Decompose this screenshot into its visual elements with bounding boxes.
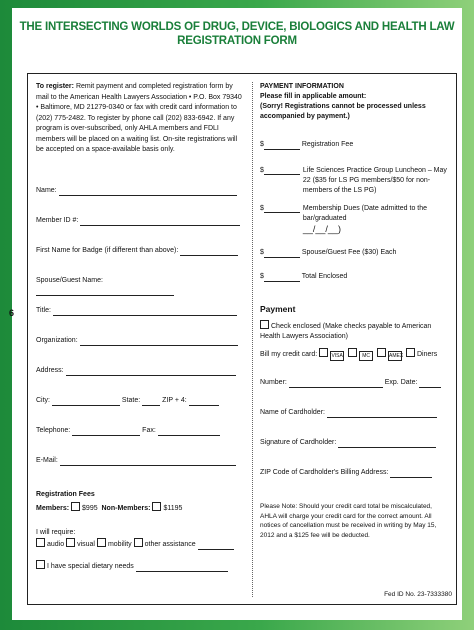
zip-billing-label: ZIP Code of Cardholder's Billing Address: — [260, 469, 389, 476]
state-input[interactable] — [142, 397, 160, 406]
dues-text — [303, 204, 448, 236]
bill-card-row — [260, 348, 448, 361]
luncheon-row — [260, 166, 448, 196]
zip-billing-input[interactable] — [390, 469, 432, 478]
name-row — [36, 186, 242, 196]
payment-info-title: PAYMENT INFORMATION — [260, 83, 344, 90]
name-label: Name: — [36, 187, 57, 194]
mastercard-checkbox[interactable] — [348, 348, 357, 357]
page — [9, 8, 462, 620]
member-id-row — [36, 216, 242, 226]
city-label: City: — [36, 397, 50, 404]
total-label: Total Enclosed — [301, 273, 348, 280]
mastercard-icon: MC — [359, 351, 373, 361]
fees-options — [36, 502, 242, 514]
check-enclosed-row — [260, 320, 448, 342]
visual-checkbox[interactable] — [66, 538, 75, 547]
header-subtitle: REGISTRATION FORM — [177, 35, 297, 47]
spouse-label: Spouse/Guest Name: — [36, 277, 103, 284]
page-number: 6 — [9, 308, 15, 318]
require-label: I will require: — [36, 529, 76, 536]
other-assistance-label: other assistance — [144, 541, 196, 548]
name-input[interactable] — [59, 187, 237, 196]
column-divider — [252, 82, 253, 597]
card-number-input[interactable] — [289, 379, 383, 388]
zip-billing-row — [260, 468, 448, 478]
signature-row — [260, 438, 448, 448]
registration-fee-row — [260, 140, 448, 150]
spouse-fee-label: Spouse/Guest Fee ($30) Each — [301, 249, 397, 256]
dues-input[interactable] — [264, 204, 300, 213]
amex-checkbox[interactable] — [377, 348, 386, 357]
badge-name-input[interactable] — [180, 247, 238, 256]
bill-card-label: Bill my credit card: — [260, 351, 318, 358]
members-checkbox[interactable] — [71, 502, 80, 511]
left-column — [36, 82, 242, 570]
member-id-label: Member ID #: — [36, 217, 79, 224]
exp-date-input[interactable] — [419, 379, 441, 388]
nonmembers-price: $1195 — [163, 505, 183, 512]
register-instructions — [36, 82, 242, 156]
email-label: E-Mail: — [36, 457, 58, 464]
registration-form — [27, 73, 457, 605]
dietary-label: I have special dietary needs — [47, 563, 134, 570]
header-title: THE INTERSECTING WORLDS OF DRUG, DEVICE, BIOLOGICS AND HEALTH LAW — [19, 21, 455, 33]
members-price: $995 — [82, 505, 98, 512]
nonmembers-checkbox[interactable] — [152, 502, 161, 511]
spouse-row — [36, 276, 242, 296]
cardholder-name-row — [260, 408, 448, 418]
organization-label: Organization: — [36, 337, 78, 344]
address-input[interactable] — [66, 367, 236, 376]
member-id-input[interactable] — [80, 217, 240, 226]
title-input[interactable] — [53, 307, 237, 316]
spouse-input[interactable] — [36, 287, 174, 296]
register-text: Remit payment and completed registration form by mail to the American Health Lawyers Association • P.O. Box 79340 • Baltimore, MD 21279-0340 or fax with credit card information to (202) 775-2482. To register by phone call (202) 833-6942. If any program is over-subscribed, only AHLA members and FDLI members will be placed on a waiting list. On-site registrations will be accepted on a space-available basis only. — [36, 83, 242, 153]
email-row — [36, 456, 242, 466]
total-row — [260, 272, 448, 282]
check-enclosed-checkbox[interactable] — [260, 320, 269, 329]
cardholder-name-input[interactable] — [327, 409, 437, 418]
registration-fee-label: Registration Fee — [301, 141, 354, 148]
registration-fee-input[interactable] — [264, 141, 300, 150]
fed-id: Fed ID No. 23-7333380 — [384, 591, 452, 598]
mobility-checkbox[interactable] — [97, 538, 106, 547]
audio-checkbox[interactable] — [36, 538, 45, 547]
mobility-label: mobility — [107, 541, 132, 548]
email-input[interactable] — [60, 457, 236, 466]
payment-title: Payment — [260, 304, 296, 314]
members-label: Members: — [36, 505, 70, 512]
dietary-row — [36, 560, 242, 572]
dollar-sign: $ — [260, 167, 264, 174]
telephone-label: Telephone: — [36, 427, 71, 434]
fill-in-instruction: Please fill in applicable amount: — [260, 93, 367, 100]
visa-checkbox[interactable] — [319, 348, 328, 357]
badge-name-label: First Name for Badge (if different than above): — [36, 247, 179, 254]
card-number-label: Number: — [260, 379, 287, 386]
signature-label: Signature of Cardholder: — [260, 439, 337, 446]
badge-name-row — [36, 246, 242, 256]
fax-label: Fax: — [142, 427, 156, 434]
visa-icon: VISA — [331, 353, 343, 359]
total-input[interactable] — [264, 273, 300, 282]
organization-input[interactable] — [80, 337, 238, 346]
city-input[interactable] — [52, 397, 120, 406]
form-header — [12, 20, 462, 48]
signature-input[interactable] — [338, 439, 436, 448]
telephone-row — [36, 426, 242, 436]
fax-input[interactable] — [158, 427, 220, 436]
card-number-row — [260, 378, 448, 388]
state-label: State: — [121, 397, 141, 404]
payment-warning: (Sorry! Registrations cannot be processed unless accompanied by payment.) — [260, 103, 426, 120]
audio-label: audio — [47, 541, 65, 548]
other-assistance-checkbox[interactable] — [134, 538, 143, 547]
requirements — [36, 528, 242, 572]
other-assistance-input[interactable] — [198, 541, 234, 550]
registration-fees — [36, 490, 242, 514]
require-options — [36, 538, 242, 550]
dollar-sign: $ — [260, 205, 264, 212]
dietary-input[interactable] — [136, 563, 228, 572]
cardholder-name-label: Name of Cardholder: — [260, 409, 325, 416]
luncheon-input[interactable] — [264, 166, 300, 175]
dietary-checkbox[interactable] — [36, 560, 45, 569]
fees-title: Registration Fees — [36, 491, 95, 498]
title-label: Title: — [36, 307, 51, 314]
dollar-sign: $ — [260, 249, 264, 256]
diners-checkbox[interactable] — [406, 348, 415, 357]
cancellation-note: Please Note: Should your credit card total be miscalculated, AHLA will charge your credit card for the correct amount. All notices of cancellation must be received in writing by May 15, 2012 and a $125 fee will be deducted. — [260, 503, 437, 539]
telephone-input[interactable] — [72, 427, 140, 436]
city-row — [36, 396, 242, 406]
visual-label: visual — [77, 541, 95, 548]
luncheon-label: Life Sciences Practice Group Luncheon – May 22 ($35 for LS PG members/$50 for non-members of the LS PG) — [302, 167, 447, 194]
dues-label: Membership Dues (Date admitted to the bar/graduated — [302, 205, 428, 222]
register-label: To register: — [36, 83, 74, 90]
dollar-sign: $ — [260, 273, 264, 280]
nonmembers-label: Non-Members: — [101, 505, 151, 512]
exp-date-label: Exp. Date: — [384, 379, 418, 386]
check-enclosed-label: Check enclosed (Make checks payable to American Health Lawyers Association) — [260, 323, 432, 340]
organization-row — [36, 336, 242, 346]
address-label: Address: — [36, 367, 64, 374]
dollar-sign: $ — [260, 141, 264, 148]
right-column — [260, 82, 448, 539]
dues-row — [260, 204, 448, 236]
address-row — [36, 366, 242, 376]
dues-date[interactable]: __/__/__) — [302, 224, 341, 234]
amex-icon: AMEX — [389, 353, 404, 359]
title-row — [36, 306, 242, 316]
diners-label: Diners — [417, 351, 438, 358]
zip-label: ZIP + 4: — [162, 397, 187, 404]
spouse-fee-input[interactable] — [264, 249, 300, 258]
zip-input[interactable] — [189, 397, 219, 406]
spouse-fee-row — [260, 248, 448, 258]
